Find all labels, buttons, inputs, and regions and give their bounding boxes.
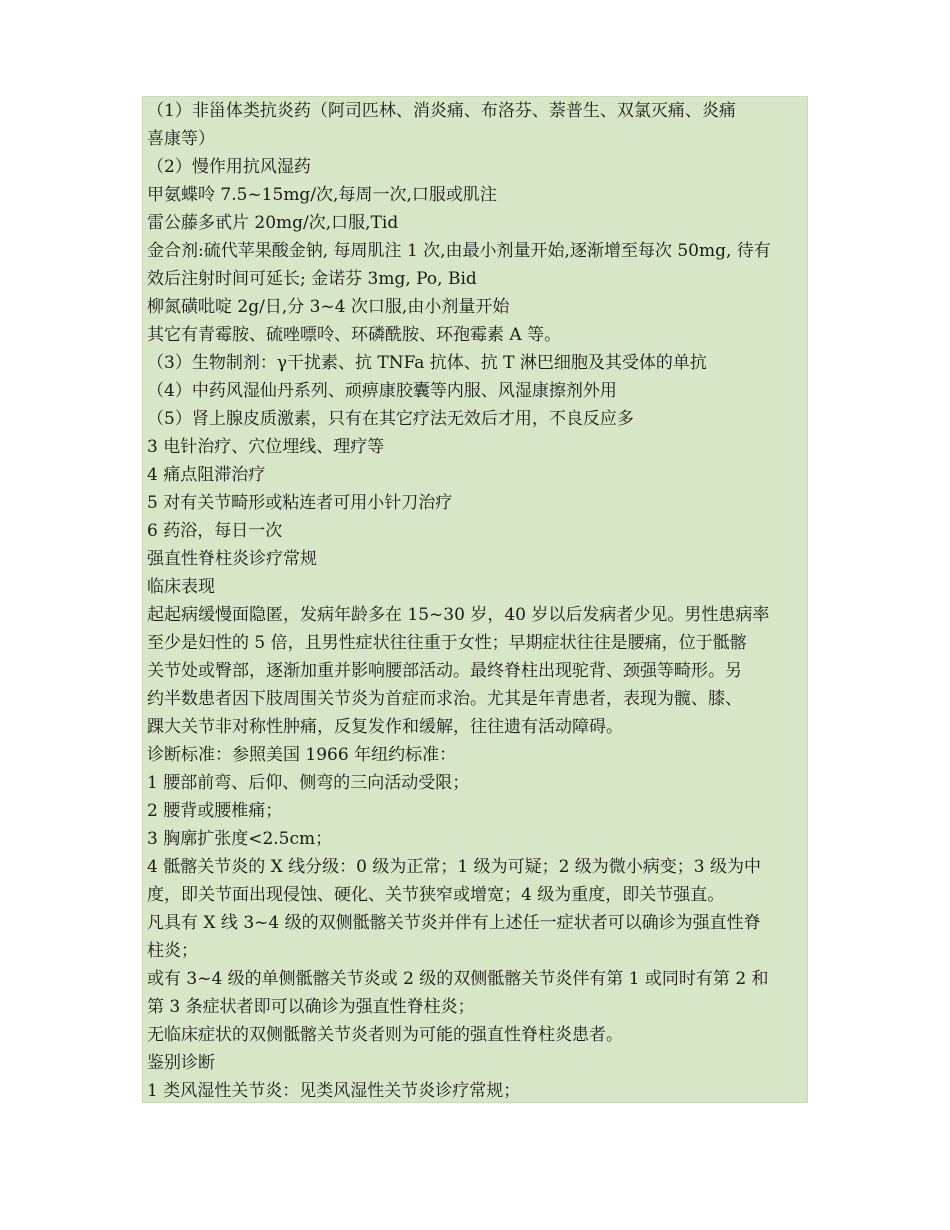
text-line: 2 腰背或腰椎痛；	[147, 801, 283, 821]
text-line: 其它有青霉胺、硫唑嘌呤、环磷酰胺、环孢霉素 A 等。	[147, 325, 562, 345]
text-line: 起起病缓慢面隐匿，发病年龄多在 15~30 岁，40 岁以后发病者少见。男性患病率	[147, 605, 770, 625]
text-line: 4 骶髂关节炎的 X 线分级：0 级为正常；1 级为可疑；2 级为微小病变；3 级为中	[147, 857, 762, 877]
text-line: 柳氮磺吡啶 2g/日,分 3~4 次口服,由小剂量开始	[147, 297, 510, 317]
subsection-heading: 临床表现	[147, 577, 215, 597]
text-line: 至少是妇性的 5 倍，且男性症状往往重于女性；早期症状往往是腰痛，位于骶髂	[147, 633, 747, 653]
section-heading: 强直性脊柱炎诊疗常规	[147, 549, 317, 569]
text-line: 第 3 条症状者即可以确诊为强直性脊柱炎；	[147, 997, 475, 1017]
text-line: 诊断标准：参照美国 1966 年纽约标准：	[147, 745, 457, 765]
text-line: 1 腰部前弯、后仰、侧弯的三向活动受限；	[147, 773, 470, 793]
text-line: 度，即关节面出现侵蚀、硬化、关节狭窄或增宽；4 级为重度，即关节强直。	[147, 885, 725, 905]
text-line: 凡具有 X 线 3~4 级的双侧骶髂关节炎并伴有上述任一症状者可以确诊为强直性脊	[147, 913, 761, 933]
text-line: （4）中药风湿仙丹系列、顽痹康胶囊等内服、风湿康擦剂外用	[147, 381, 617, 401]
text-line: 金合剂:硫代苹果酸金钠, 每周肌注 1 次,由最小剂量开始,逐渐增至每次 50mg, 待有	[147, 241, 771, 261]
text-line: 约半数患者因下肢周围关节炎为首症而求治。尤其是年青患者，表现为髋、膝、	[147, 689, 742, 709]
text-line: 6 药浴，每日一次	[147, 521, 283, 541]
text-line: 无临床症状的双侧骶髂关节炎者则为可能的强直性脊柱炎患者。	[147, 1025, 623, 1045]
text-line: 雷公藤多甙片 20mg/次,口服,Tid	[147, 213, 399, 233]
text-line: （1）非甾体类抗炎药（阿司匹林、消炎痛、布洛芬、萘普生、双氯灭痛、炎痛	[147, 101, 736, 121]
text-line: 或有 3~4 级的单侧骶髂关节炎或 2 级的双侧骶髂关节炎伴有第 1 或同时有第 2 和	[147, 969, 769, 989]
text-line: 1 类风湿性关节炎：见类风湿性关节炎诊疗常规；	[147, 1081, 521, 1101]
text-line: 踝大关节非对称性肿痛，反复发作和缓解，往往遗有活动障碍。	[147, 717, 623, 737]
text-line: （3）生物制剂：γ干扰素、抗 TNFa 抗体、抗 T 淋巴细胞及其受体的单抗	[147, 353, 707, 373]
text-line: 5 对有关节畸形或粘连者可用小针刀治疗	[147, 493, 453, 513]
text-line: 关节处或臀部，逐渐加重并影响腰部活动。最终脊柱出现驼背、颈强等畸形。另	[147, 661, 742, 681]
text-line: 柱炎；	[147, 941, 198, 961]
text-line: 喜康等）	[147, 129, 215, 149]
text-line: 甲氨蝶呤 7.5~15mg/次,每周一次,口服或肌注	[147, 185, 497, 205]
text-line: 4 痛点阻滞治疗	[147, 465, 266, 485]
highlighted-text-block	[142, 96, 808, 1103]
text-line: 效后注射时间可延长; 金诺芬 3mg, Po, Bid	[147, 269, 477, 289]
text-line: （2）慢作用抗风湿药	[147, 157, 311, 177]
text-line: （5）肾上腺皮质激素，只有在其它疗法无效后才用，不良反应多	[147, 409, 634, 429]
text-line: 3 胸廓扩张度<2.5cm；	[147, 829, 333, 849]
subsection-heading: 鉴别诊断	[147, 1053, 215, 1073]
text-line: 3 电针治疗、穴位埋线、理疗等	[147, 437, 385, 457]
